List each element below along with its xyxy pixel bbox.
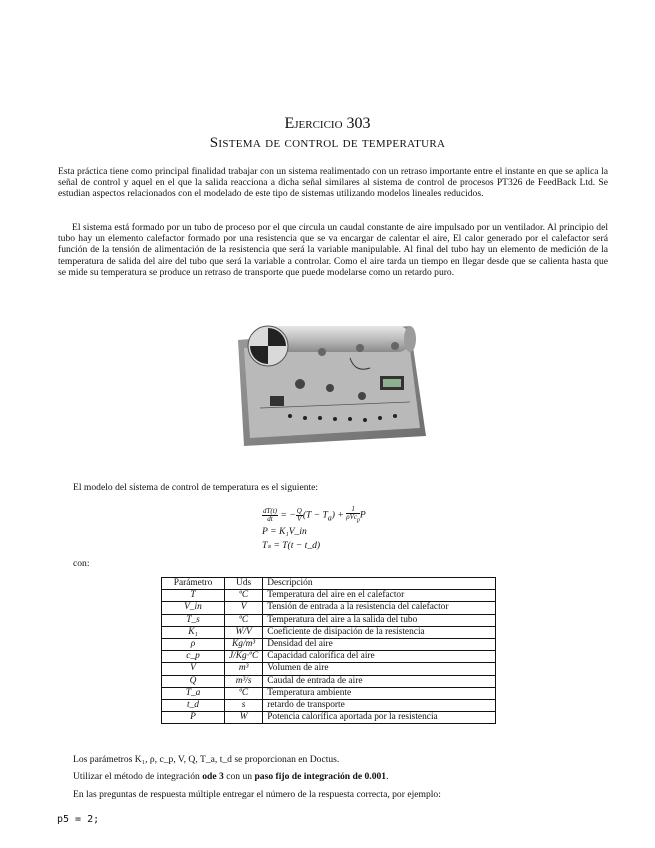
desc-cell: Temperatura del aire a la salida del tubo <box>263 614 496 626</box>
param-cell: Q <box>162 675 225 687</box>
exercise-title: Ejercicio 303 <box>284 115 371 132</box>
desc-cell: retardo de transporte <box>263 699 496 711</box>
integration-method: ode 3 <box>202 771 224 782</box>
uds-cell: ºC <box>225 614 263 626</box>
table-row <box>162 602 496 614</box>
table-row <box>162 638 496 650</box>
desc-cell: Densidad del aire <box>263 638 496 650</box>
param-cell: V <box>162 663 225 675</box>
desc-cell: Caudal de entrada de aire <box>263 675 496 687</box>
uds-cell: ºC <box>225 687 263 699</box>
param-cell: K₁ <box>162 626 225 638</box>
uds-cell: W <box>225 712 263 724</box>
con-label: con: <box>73 558 90 569</box>
uds-cell: V <box>225 602 263 614</box>
system-paragraph: El sistema está formado por un tubo de proceso por el que circula un caudal constante de aire impulsado por un ventilador. Al principio del tubo hay un elemento calefactor formado por una resistencia que se va encargar de calentar el aire, El calor generado por el calefactor será función de la tensión de alimentación de la resistencia que será la variable manipulable. Al final del tubo hay un elemento de medición de la temperatura de salida del aire del tubo que será la variable a controlar. Como el aire tarda un tiempo en llegar desde que se calienta hasta que se mide su temperatura se produce un retraso de transporte que puede modelarse como un retardo puro. <box>58 222 608 278</box>
table-row <box>162 614 496 626</box>
param-cell: V_in <box>162 602 225 614</box>
parameters-note: Los parámetros K₁, ρ, c_p, V, Q, T_a, t_d se proporcionan en Doctus. <box>73 754 340 765</box>
param-cell: T <box>162 590 225 602</box>
desc-cell: Temperatura del aire en el calefactor <box>263 590 496 602</box>
pt326-equipment-photo <box>230 318 430 448</box>
parameters-table <box>161 577 496 724</box>
integration-mid: con un <box>223 771 255 782</box>
integration-end: . <box>386 771 389 782</box>
param-cell: T_s <box>162 614 225 626</box>
uds-cell: J/Kg·ºC <box>225 651 263 663</box>
desc-cell: Volumen de aire <box>263 663 496 675</box>
uds-cell: ºC <box>225 590 263 602</box>
header-uds: Uds <box>225 578 263 590</box>
model-equations <box>262 506 366 553</box>
integration-prefix: Utilizar el método de integración <box>73 771 203 782</box>
uds-cell: m³/s <box>225 675 263 687</box>
code-example: p5 = 2; <box>57 814 100 825</box>
table-row <box>162 699 496 711</box>
uds-cell: s <box>225 699 263 711</box>
intro-paragraph: Esta práctica tiene como principal finalidad trabajar con un sistema realimentado con un retraso importante entre el instante en que se aplica la señal de control y aquel en el que la salida reacciona a dicha señal similares al sistema de control de procesos PT326 de FeedBack Ltd. Se estudian aspectos relacionados con el modelado de este tipo de sistemas utilizando modelos lineales reducidos. <box>58 166 608 200</box>
param-cell: c_p <box>162 651 225 663</box>
multiple-choice-note: En las preguntas de respuesta múltiple entregar el número de la respuesta correcta, por ejemplo: <box>73 789 441 800</box>
desc-cell: Temperatura ambiente <box>263 687 496 699</box>
table-row <box>162 626 496 638</box>
integration-note <box>73 771 389 782</box>
table-row <box>162 651 496 663</box>
table-header-row <box>162 578 496 590</box>
param-cell: T_a <box>162 687 225 699</box>
uds-cell: W/V <box>225 626 263 638</box>
desc-cell: Potencia calorífica aportada por la resistencia <box>263 712 496 724</box>
equation-2: P = K₁V_in <box>262 526 307 538</box>
uds-cell: Kg/m³ <box>225 638 263 650</box>
table-row <box>162 687 496 699</box>
desc-cell: Coeficiente de disipación de la resistencia <box>263 626 496 638</box>
exercise-subtitle: Sistema de control de temperatura <box>209 135 446 151</box>
table-row <box>162 663 496 675</box>
uds-cell: m³ <box>225 663 263 675</box>
equation-3: Tₛ = T(t − t_d) <box>262 540 321 552</box>
integration-step: paso fijo de integración de 0.001 <box>254 771 387 782</box>
param-cell: P <box>162 712 225 724</box>
header-parametro: Parámetro <box>162 578 225 590</box>
desc-cell: Capacidad calorífica del aire <box>263 651 496 663</box>
table-row <box>162 675 496 687</box>
table-row <box>162 712 496 724</box>
param-cell: t_d <box>162 699 225 711</box>
table-row <box>162 590 496 602</box>
desc-cell: Tensión de entrada a la resistencia del calefactor <box>263 602 496 614</box>
header-descripcion: Descripción <box>263 578 496 590</box>
model-intro: El modelo del sistema de control de temperatura es el siguiente: <box>73 482 319 493</box>
param-cell: ρ <box>162 638 225 650</box>
equation-1: $\frac{dT(t)}{dt}$ = − $\frac{Q}{V}$ $(T - T_a)$ + $\frac{1}{\rho Vc_p}$ P <box>263 505 366 524</box>
